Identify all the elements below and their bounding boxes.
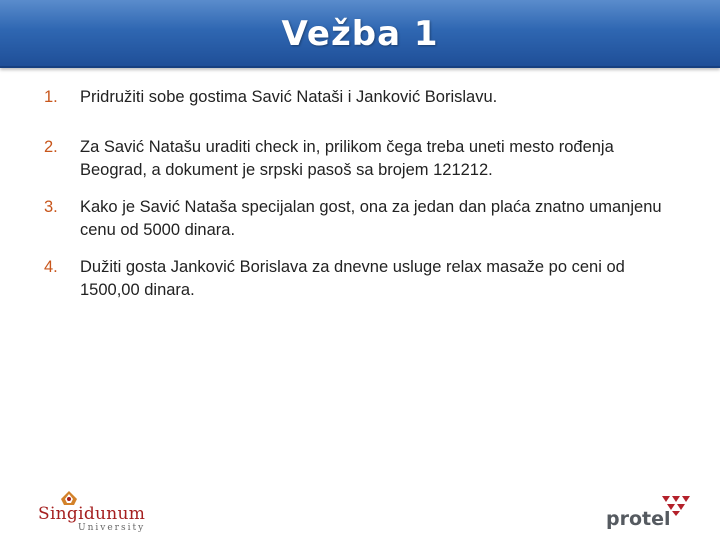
list-item-text: Dužiti gosta Janković Borislava za dnevne usluge relax masaže po ceni od 1500,00 dinara. — [80, 258, 625, 299]
list-item-number: 1. — [44, 88, 58, 106]
singidunum-logo-sub: University — [78, 523, 146, 533]
list-item-text: Kako je Savić Nataša specijalan gost, ona za jedan dan plaća znatno umanjenu cenu od 5000 dinara. — [80, 198, 662, 239]
protel-logo-name: protel — [606, 508, 671, 530]
list-item-number: 3. — [44, 198, 58, 216]
title-bar — [0, 0, 720, 68]
list-item-number: 2. — [44, 138, 58, 156]
list-item-text: Pridružiti sobe gostima Savić Nataši i Janković Borislavu. — [80, 88, 498, 106]
singidunum-logo — [38, 490, 148, 534]
slide-title: Vežba 1 — [281, 14, 439, 54]
singidunum-logo-name: Singidunum — [38, 504, 146, 524]
protel-logo — [602, 494, 712, 534]
list-item-text: Za Savić Natašu uraditi check in, prilikom čega treba uneti mesto rođenja Beograd, a dokument je srpski pasoš sa brojem 121212. — [80, 138, 614, 179]
list-item-number: 4. — [44, 258, 58, 276]
